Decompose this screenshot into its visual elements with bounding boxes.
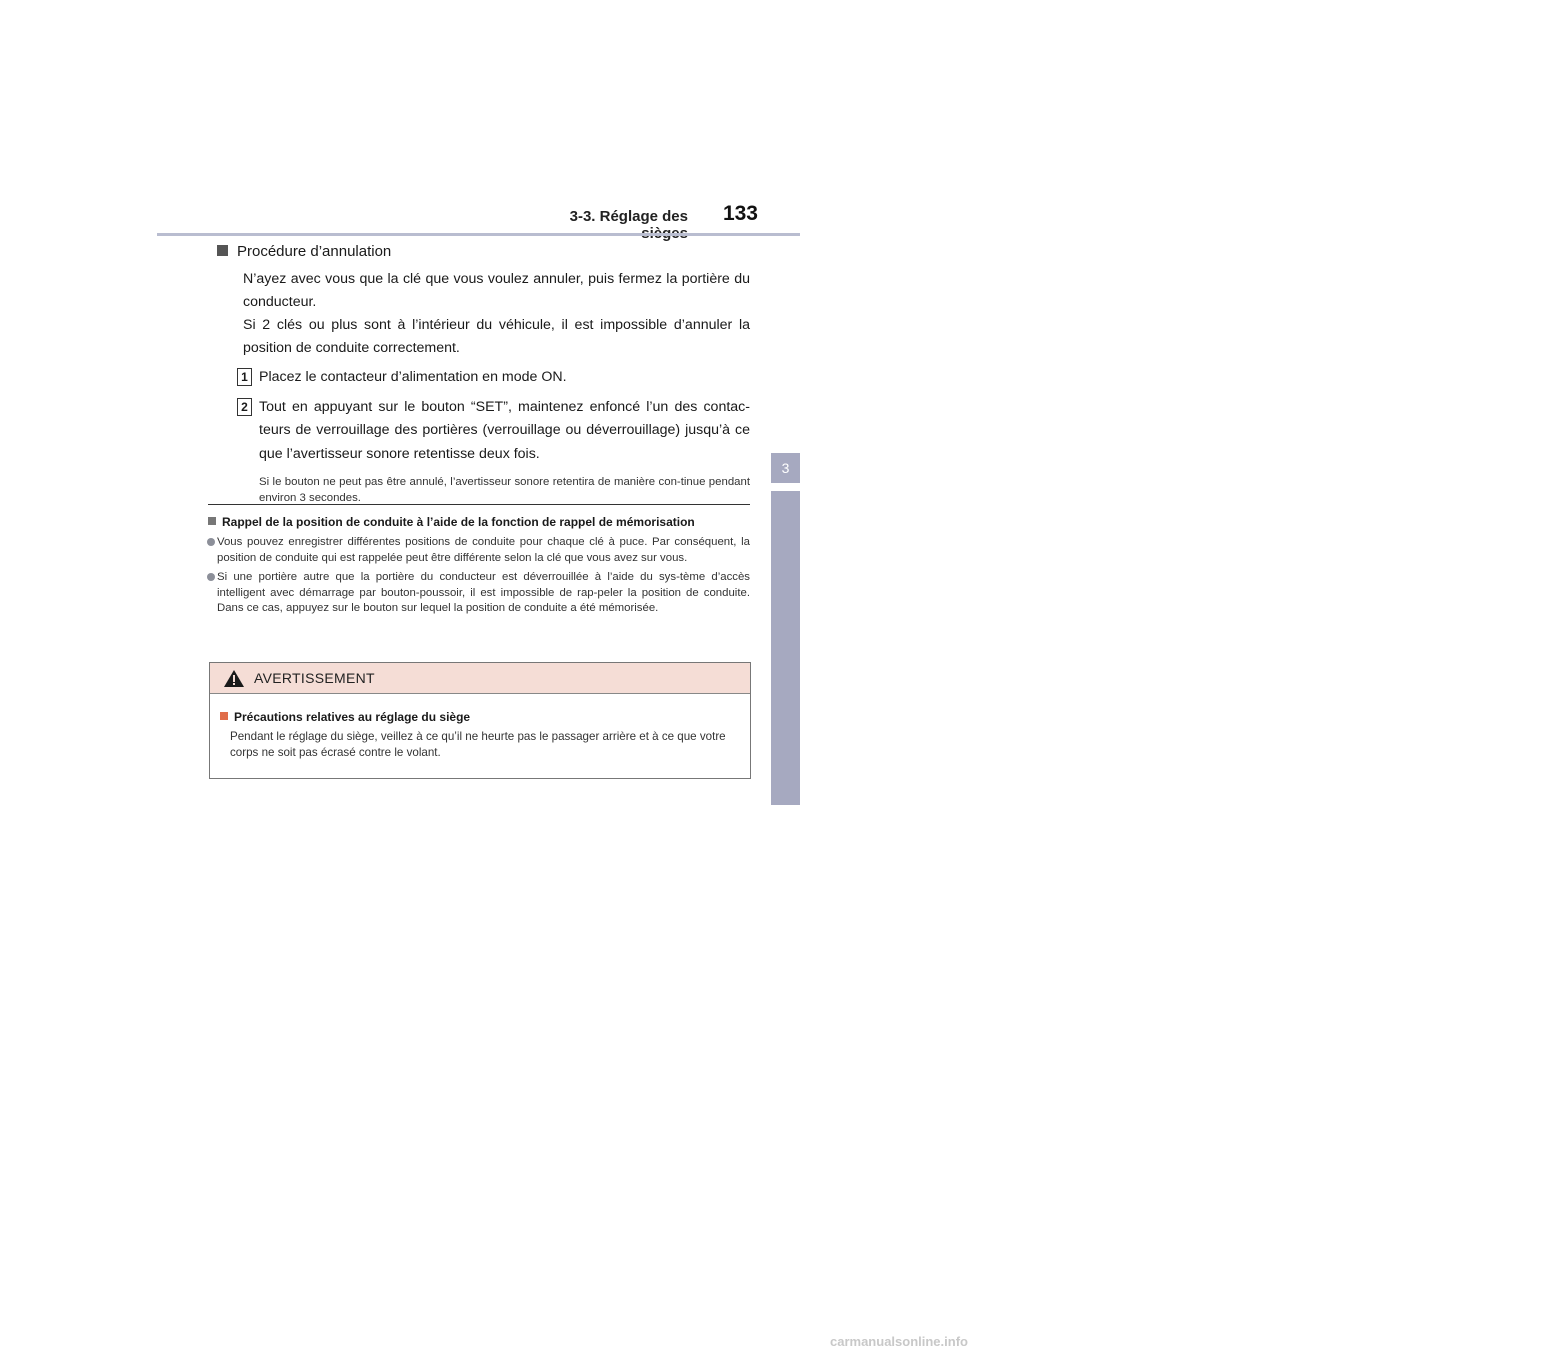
- info-title: Rappel de la position de conduite à l’aide de la fonction de rappel de mémorisation: [222, 515, 695, 529]
- procedure-title: Procédure d’annulation: [237, 243, 392, 260]
- circle-bullet-icon: [207, 573, 215, 581]
- watermark: carmanualsonline.info: [830, 1334, 968, 1349]
- info-bullet: [208, 570, 750, 617]
- procedure-intro-2: Si 2 clés ou plus sont à l’intérieur du véhicule, il est impossible d’annuler la position de conduite correctement.: [243, 317, 750, 356]
- warning-body: [210, 694, 750, 761]
- warning-header: [210, 663, 750, 694]
- step-number-badge: 1: [237, 368, 252, 386]
- info-bullet-text: Vous pouvez enregistrer différentes positions de conduite pour chaque clé à puce. Par conséquent, la position de conduite qui est rappelée peut être différente selon la clé que vous avez sur vous.: [217, 536, 750, 564]
- circle-bullet-icon: [207, 538, 215, 546]
- chapter-label: Fonctionnement de chaque composant: [1549, 1021, 1565, 1257]
- square-bullet-icon: [217, 245, 228, 256]
- step-number-badge: 2: [237, 398, 252, 416]
- step-1: [241, 366, 750, 390]
- square-bullet-icon: [220, 712, 228, 720]
- info-section: [208, 513, 750, 617]
- procedure-intro-1: N’ayez avec vous que la clé que vous voulez annuler, puis fermez la portière du conducteur.: [243, 271, 750, 310]
- procedure-note: Si le bouton ne peut pas être annulé, l’avertisseur sonore retentira de manière con-tinue pendant environ 3 secondes.: [259, 476, 750, 504]
- square-bullet-icon: [208, 517, 216, 525]
- chapter-number-tab: 3: [771, 453, 800, 483]
- step-text: Placez le contacteur d’alimentation en mode ON.: [259, 369, 567, 385]
- step-text: Tout en appuyant sur le bouton “SET”, maintenez enfoncé l’un des contac-teurs de verrouillage des portières (verrouillage ou déverrouillage) jusqu’à ce que l’avertisseur sonore retentisse deux fois.: [259, 398, 750, 462]
- procedure-heading: [217, 243, 750, 260]
- section-title: 3-3. Réglage des: [569, 208, 688, 225]
- info-heading: [208, 513, 750, 531]
- chapter-side-tab: [771, 491, 1565, 1257]
- warning-box: [209, 662, 751, 779]
- warning-heading: AVERTISSEMENT: [254, 670, 375, 686]
- page-number: 133: [722, 202, 758, 225]
- warning-subtitle: Précautions relatives au réglage du siège: [234, 710, 471, 724]
- step-2: [241, 396, 750, 467]
- warning-triangle-icon: [224, 670, 244, 687]
- section-divider: [208, 504, 750, 505]
- warning-subheading: [220, 708, 740, 726]
- procedure-section: [217, 243, 750, 506]
- info-bullet-text: Si une portière autre que la portière du conducteur est déverrouillée à l’aide du sys-tème d’accès intelligent avec démarrage par bouton-poussoir, il est impossible de rap-peler la position de conduite. Dans ce cas, appuyez sur le bouton sur lequel la position de conduite a été mémorisée.: [217, 571, 750, 614]
- info-bullet: [208, 535, 750, 566]
- header-rule: [157, 233, 800, 236]
- warning-text: Pendant le réglage du siège, veillez à ce qu’il ne heurte pas le passager arrière et à ce que votre corps ne soit pas écrasé contre le volant.: [230, 730, 726, 759]
